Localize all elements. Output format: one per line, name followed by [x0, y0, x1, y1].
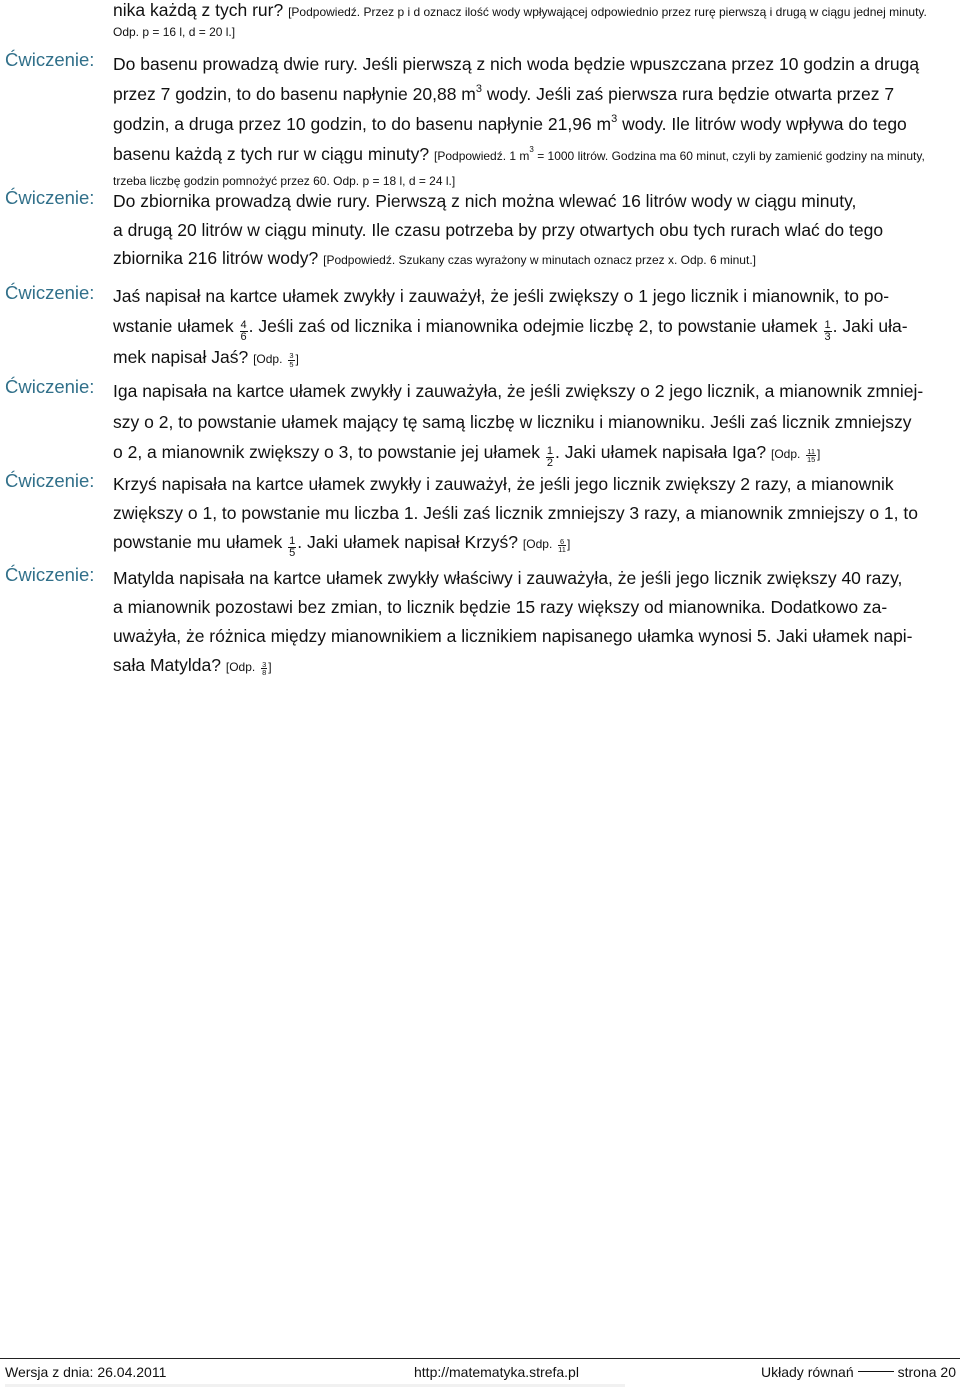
exercise-label: Ćwiczenie: — [5, 564, 95, 585]
exercise-label: Ćwiczenie: — [5, 470, 95, 491]
fraction: $\frac{1}{5}$ — [289, 535, 296, 559]
answer-fraction: $\frac{3}{5}$ — [289, 351, 294, 369]
page-info: Układy równań strona 20 — [761, 1364, 956, 1380]
footer-divider — [0, 1358, 960, 1359]
exercise-text: Iga napisała na kartce ułamek zwykły i zauważyła, że jeśli zwiększy o 2 jego licznik, a mianownik zmniej- szy o 2, to powstanie ułamek mający tę samą liczbę w liczniku i mianowniku. Jeśli zaś licznik zmniejszy o 2, a mianownik zwiększy o 3, to powstanie jej ułamek $\frac{1}{2}$ . Jaki ułamek napisała Iga? [Odp. $\frac{11}{15}$ ] — [113, 381, 924, 469]
continued-text — [113, 0, 958, 42]
exercise-text: Matylda napisała na kartce ułamek zwykły właściwy i zauważyła, że jeśli jego licznik zwiększy 40 razy, a mianownik pozostawi bez zmian, to licznik będzie 15 razy większy od mianownika. Dodatkowo za- uważyła, że różnica między mianownikiem a licznikiem napisanego ułamka wynosi 5. Jaki ułamek napi- sała Matylda? [Odp. $\frac{3}{8}$ ] — [113, 568, 913, 677]
continued-answer: Odp. p = 16 l, d = 20 l.] — [113, 25, 236, 39]
page-footer — [0, 1364, 960, 1384]
hint: [Podpowiedź. Przez p i d oznacz ilość wody wpływającej odpowiednio przez rurę pierwszą i drugą w ciągu jednej minuty. — [288, 5, 927, 19]
fraction: $\frac{4}{6}$ — [240, 318, 247, 343]
em-dash — [858, 1371, 894, 1372]
exercise-label: Ćwiczenie: — [5, 49, 95, 70]
site-url[interactable]: http://matematyka.strefa.pl — [414, 1364, 579, 1380]
fine-print-strip — [5, 1384, 625, 1387]
fraction: $\frac{1}{2}$ — [546, 445, 554, 469]
version-date: Wersja z dnia: 26.04.2011 — [5, 1364, 167, 1380]
exercise-text: Do basenu prowadzą dwie rury. Jeśli pierwszą z nich woda będzie wpuszczana przez 10 godzin a drugą przez 7 godzin, to do basenu napłynie 20,88 $m^3$ wody. Jeśli zaś pierwsza rura będzie otwarta przez 7 godzin, a druga przez 10 godzin, to do basenu napłynie 21,96 $m^3$ wody. Ile litrów wody wpływa do tego basenu każdą z tych rur w ciągu minuty? [Podpowiedź. 1 $m^3 = 1000$ litrów. Godzina ma 60 minut, czyli by zamienić godziny na minuty, trzeba liczbę godzin pomnożyć przez 60. Odp. p = 18 l, d = 24 l.] — [113, 54, 925, 188]
answer-fraction: $\frac{6}{11}$ — [558, 536, 566, 554]
exercise-label: Ćwiczenie: — [5, 376, 95, 397]
answer-fraction: $\frac{11}{15}$ — [806, 446, 816, 464]
exercise-label: Ćwiczenie: — [5, 187, 95, 208]
fraction: $\frac{1}{3}$ — [824, 318, 831, 343]
exercise-text: Do zbiornika prowadzą dwie rury. Pierwszą z nich można wlewać 16 litrów wody w ciągu minuty, a drugą 20 litrów w ciągu minuty. Ile czasu potrzeba by przy otwartych obu tych rurach wlać do tego zbiornika 216 litrów wody? [Podpowiedź. Szukany czas wyrażony w minutach oznacz przez x. Odp. 6 minut.] — [113, 191, 884, 269]
continued-line-1: nika każdą z tych rur? [Podpowiedź. Przez p i d oznacz ilość wody wpływającej odpowiednio przez rurę pierwszą i drugą w ciągu jednej minuty. — [113, 0, 927, 20]
exercise-text: Krzyś napisała na kartce ułamek zwykły i zauważył, że jeśli jego licznik zwiększy 2 razy, a mianownik zwiększy o 1, to powstanie mu liczba 1. Jeśli zaś licznik zmniejszy 3 razy, a mianownik zmniejszy o 1, to powstanie mu ułamek $\frac{1}{5}$ . Jaki ułamek napisał Krzyś? [Odp. $\frac{6}{11}$ ] — [113, 474, 918, 559]
exercise-text: Jaś napisał na kartce ułamek zwykły i zauważył, że jeśli zwiększy o 1 jego licznik i mianownik, to po- wstanie ułamek $\frac{4}{6}$ . Jeśli zaś od licznika i mianownika odejmie liczbę 2, to powstanie ułamek $\frac{1}{3}$ . Jaki uła- mek napisał Jaś? [Odp. $\frac{3}{5}$ ] — [113, 286, 908, 369]
exercise-label: Ćwiczenie: — [5, 282, 95, 303]
answer-fraction: $\frac{3}{8}$ — [262, 659, 267, 677]
